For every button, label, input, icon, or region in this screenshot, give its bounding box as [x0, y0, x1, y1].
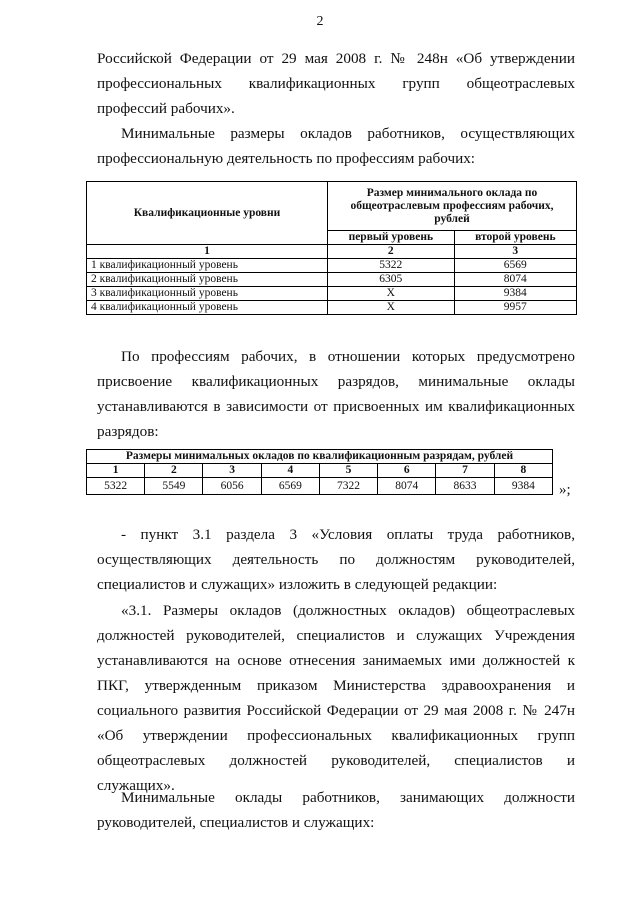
table1-colnum: 1: [87, 245, 328, 259]
paragraph-4: - пункт 3.1 раздела 3 «Условия оплаты труда работников, осуществляющих деятельность по должностям руководителей, специалистов и служащих» изложить в следующей редакции:: [97, 526, 575, 593]
paragraph-5: «3.1. Размеры окладов (должностных окладов) общеотраслевых должностей руководителей, специалистов и служащих Учреждения устанавливаются на основе отнесения занимаемых ими должностей к ПКГ, утвержденным приказом Министерства здравоохранения и социального развития Российской Федерации от 29 мая 2008 г. № 247н «Об утверждении профессиональных квалификационных групп общеотраслевых должностей руководителей, специалистов и служащих».: [97, 602, 575, 794]
paragraph-6: Минимальные оклады работников, занимающих должности руководителей, специалистов и служащих:: [97, 789, 575, 831]
table2-colnum: 6: [378, 464, 436, 478]
level-cell: 1 квалификационный уровень: [87, 259, 328, 273]
grade-value: 8074: [378, 478, 436, 495]
first-level-value: 6305: [328, 273, 455, 287]
table-row: [87, 273, 577, 287]
paragraph-3: По профессиям рабочих, в отношении которых предусмотрено присвоение квалификационных разрядов, минимальные оклады устанавливаются в зависимости от присвоенных им квалификационных разрядов:: [97, 348, 575, 440]
table1-header-levels: Квалификационные уровни: [87, 182, 328, 245]
table-row: [87, 478, 553, 495]
grade-value: 9384: [494, 478, 552, 495]
table2-colnum: 3: [203, 464, 261, 478]
grade-value: 8633: [436, 478, 494, 495]
level-cell: 3 квалификационный уровень: [87, 287, 328, 301]
table1-header-size: Размер минимального оклада по общеотраслевым профессиям рабочих, рублей: [328, 182, 577, 231]
table2-colnum: 8: [494, 464, 552, 478]
table-row: [87, 259, 577, 273]
table2-colnum: 4: [261, 464, 319, 478]
paragraph-1: Российской Федерации от 29 мая 2008 г. № 248н «Об утверждении профессиональных квалификационных групп общеотраслевых профессий рабочих».: [97, 50, 575, 117]
table2-colnum: 5: [319, 464, 377, 478]
table2-header: Размеры минимальных окладов по квалификационным разрядам, рублей: [87, 450, 553, 464]
table1-header-second: второй уровень: [454, 231, 576, 245]
second-level-value: 8074: [454, 273, 576, 287]
page-number: 2: [316, 14, 324, 29]
pay-table-professions: [86, 181, 577, 315]
table1-colnum: 3: [454, 245, 576, 259]
grade-value: 6569: [261, 478, 319, 495]
table1-header-first: первый уровень: [328, 231, 455, 245]
level-cell: 2 квалификационный уровень: [87, 273, 328, 287]
first-level-value: Х: [328, 301, 455, 315]
table1-colnum: 2: [328, 245, 455, 259]
table2-colnum: 1: [87, 464, 145, 478]
second-level-value: 6569: [454, 259, 576, 273]
second-level-value: 9957: [454, 301, 576, 315]
table-row: [87, 287, 577, 301]
paragraph-2: Минимальные размеры окладов работников, осуществляющих профессиональную деятельность по профессиям рабочих:: [97, 125, 575, 167]
table2-colnum: 7: [436, 464, 494, 478]
table2-colnum: 2: [145, 464, 203, 478]
grade-value: 5322: [87, 478, 145, 495]
table-row: [87, 301, 577, 315]
level-cell: 4 квалификационный уровень: [87, 301, 328, 315]
pay-table-grades: [86, 449, 553, 495]
grade-value: 6056: [203, 478, 261, 495]
grade-value: 5549: [145, 478, 203, 495]
second-level-value: 9384: [454, 287, 576, 301]
first-level-value: Х: [328, 287, 455, 301]
first-level-value: 5322: [328, 259, 455, 273]
grade-value: 7322: [319, 478, 377, 495]
closing-quote: »;: [559, 482, 571, 498]
